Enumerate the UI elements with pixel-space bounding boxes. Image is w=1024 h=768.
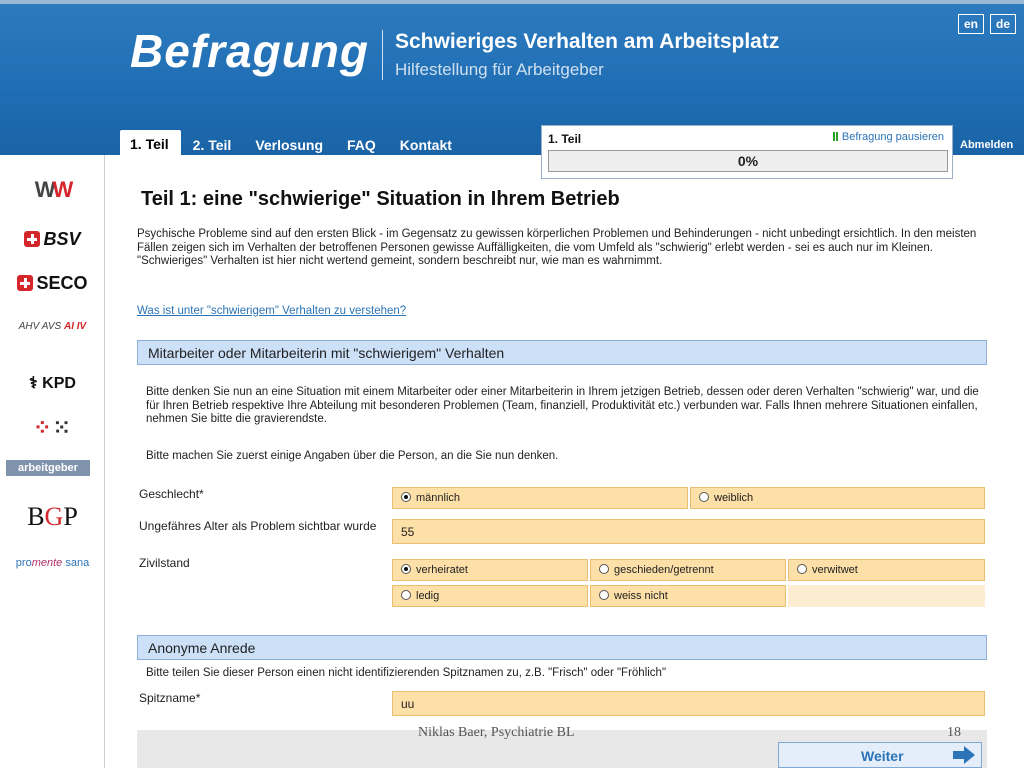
kpd-logo-text: KPD: [42, 375, 76, 392]
bgp-logo-b: B: [27, 502, 45, 531]
civil-option-label: ledig: [416, 590, 440, 602]
language-de-button[interactable]: de: [990, 14, 1016, 34]
main-tabs: [120, 130, 464, 158]
main-content: [137, 188, 987, 711]
next-button[interactable]: [778, 742, 982, 768]
survey-title: Schwieriges Verhalten am Arbeitsplatz: [395, 30, 780, 53]
gender-option-label: weiblich: [714, 492, 754, 504]
bgp-logo-g: G: [44, 502, 64, 531]
progress-panel: [541, 125, 953, 179]
section-paragraph: Bitte denken Sie nun an eine Situation mit einem Mitarbeiter oder einer Mitarbeiterin in Ihrem jetzigen Betrieb, dessen oder deren Verhalten "schwierig" war, und die für Ihren Betrieb respektive Ihre Abteilung mit besonderen Problemen (Team, finanziell, Produktivität etc.) verbunden war. Falls Ihnen mehrere Situationen einfallen, nehmen Sie bitte die gravierendste.: [146, 386, 979, 425]
seco-logo: [0, 273, 105, 294]
radio-selected-icon: [401, 492, 411, 502]
seco-logo-text: SECO: [36, 273, 88, 293]
footer-author-note: Niklas Baer, Psychiatrie BL: [418, 725, 575, 740]
brand-title: Befragung: [130, 25, 369, 77]
next-button-label: Weiter: [861, 748, 904, 764]
nickname-label: Spitzname*: [139, 691, 201, 705]
gender-option-label: männlich: [416, 492, 461, 504]
nickname-input[interactable]: uu: [392, 691, 985, 716]
gender-option-male[interactable]: [392, 487, 688, 509]
bgp-logo-p: P: [63, 502, 78, 531]
ahv-logo-red: AI IV: [63, 321, 87, 332]
swiss-cross-icon: [17, 275, 33, 291]
civil-option-divorced[interactable]: [590, 559, 786, 581]
civil-option-label: verwitwet: [812, 564, 858, 576]
tab-kontakt[interactable]: Kontakt: [399, 137, 452, 153]
pms-b: mente: [31, 557, 63, 569]
progress-bar: [548, 150, 948, 172]
section-paragraph-2: Bitte machen Sie zuerst einige Angaben über die Person, an die Sie nun denken.: [146, 450, 559, 462]
civil-option-married[interactable]: [392, 559, 588, 581]
tab-teil-1[interactable]: 1. Teil: [120, 130, 181, 158]
civil-option-widowed[interactable]: [788, 559, 985, 581]
radio-icon: [699, 492, 709, 502]
civil-option-label: geschieden/getrennt: [614, 564, 714, 576]
promentesana-logo: [0, 557, 105, 569]
top-line: [0, 0, 1024, 4]
arrow-right-icon: [953, 746, 975, 764]
gender-label: Geschlecht*: [139, 487, 204, 501]
language-en-button[interactable]: en: [958, 14, 984, 34]
bsv-logo-text: BSV: [43, 229, 81, 249]
pms-dots-logo: ⁘⁙: [33, 415, 72, 440]
progress-title: 1. Teil: [548, 132, 582, 146]
radio-selected-icon: [401, 564, 411, 574]
radio-icon: [599, 564, 609, 574]
radio-icon: [401, 590, 411, 600]
info-link[interactable]: Was ist unter "schwierigem" Verhalten zu verstehen?: [137, 305, 407, 317]
nickname-instruction: Bitte teilen Sie dieser Person einen nicht identifizierenden Spitznamen zu, z.B. "Frisch" oder "Fröhlich": [146, 667, 667, 679]
civil-option-unknown[interactable]: [590, 585, 786, 607]
brand-divider: [382, 30, 383, 80]
ahv-logo-text: AHV AVS: [18, 321, 62, 332]
radio-icon: [599, 590, 609, 600]
pms-c: sana: [62, 557, 90, 569]
pms-a: pro: [15, 557, 32, 569]
section-heading-anonymous: Anonyme Anrede: [137, 635, 987, 660]
tab-teil-2[interactable]: 2. Teil: [192, 137, 232, 153]
pause-icon: [833, 132, 835, 141]
section-heading-employee: Mitarbeiter oder Mitarbeiterin mit "schwierigem" Verhalten: [137, 340, 987, 365]
progress-percent: 0%: [737, 153, 759, 169]
radio-icon: [797, 564, 807, 574]
arbeitgeber-logo: arbeitgeber: [6, 460, 90, 476]
ahv-iv-logo: [0, 321, 105, 332]
page-number: 18: [947, 725, 961, 740]
w-logo-icon: WW: [34, 177, 71, 202]
kpd-logo: ⚕ KPD: [29, 375, 76, 392]
civil-option-single[interactable]: [392, 585, 588, 607]
civil-option-label: weiss nicht: [614, 590, 668, 602]
civil-empty-cell: [788, 585, 985, 607]
pause-survey-link[interactable]: [833, 131, 944, 143]
age-label: Ungefähres Alter als Problem sichtbar wurde: [139, 519, 377, 533]
logout-link[interactable]: Abmelden: [960, 139, 1014, 151]
tab-faq[interactable]: FAQ: [347, 137, 376, 153]
age-input[interactable]: 55: [392, 519, 985, 544]
civil-status-label: Zivilstand: [139, 556, 190, 570]
pause-icon-bar: [836, 132, 838, 141]
civil-option-label: verheiratet: [416, 564, 468, 576]
survey-tagline: Hilfestellung für Arbeitgeber: [395, 60, 604, 79]
intro-text: Psychische Probleme sind auf den ersten Blick - im Gegensatz zu gewissen körperlichen Problemen und Behinderungen - nicht unbedingt ersichtlich. In den meisten Fällen zeigen sich im Verhalten der betroffenen Personen gewisse Auffälligkeiten, die vom Umfeld als "schwierig" erlebt werden - sei es auch nur im Kleinen. "Schwieriges" Verhalten ist hier nicht wertend gemeint, sondern beschreibt nur, wie man es wahrnimmt.: [137, 228, 977, 267]
gender-option-female[interactable]: [690, 487, 985, 509]
bsv-logo: [0, 229, 105, 250]
page-title: Teil 1: eine "schwierige" Situation in Ihrem Betrieb: [141, 188, 620, 210]
partner-logos-sidebar: [0, 155, 105, 768]
tab-verlosung[interactable]: Verlosung: [255, 137, 323, 153]
pause-survey-label: Befragung pausieren: [841, 131, 944, 143]
bgp-logo: [0, 502, 105, 532]
swiss-cross-icon: [24, 231, 40, 247]
